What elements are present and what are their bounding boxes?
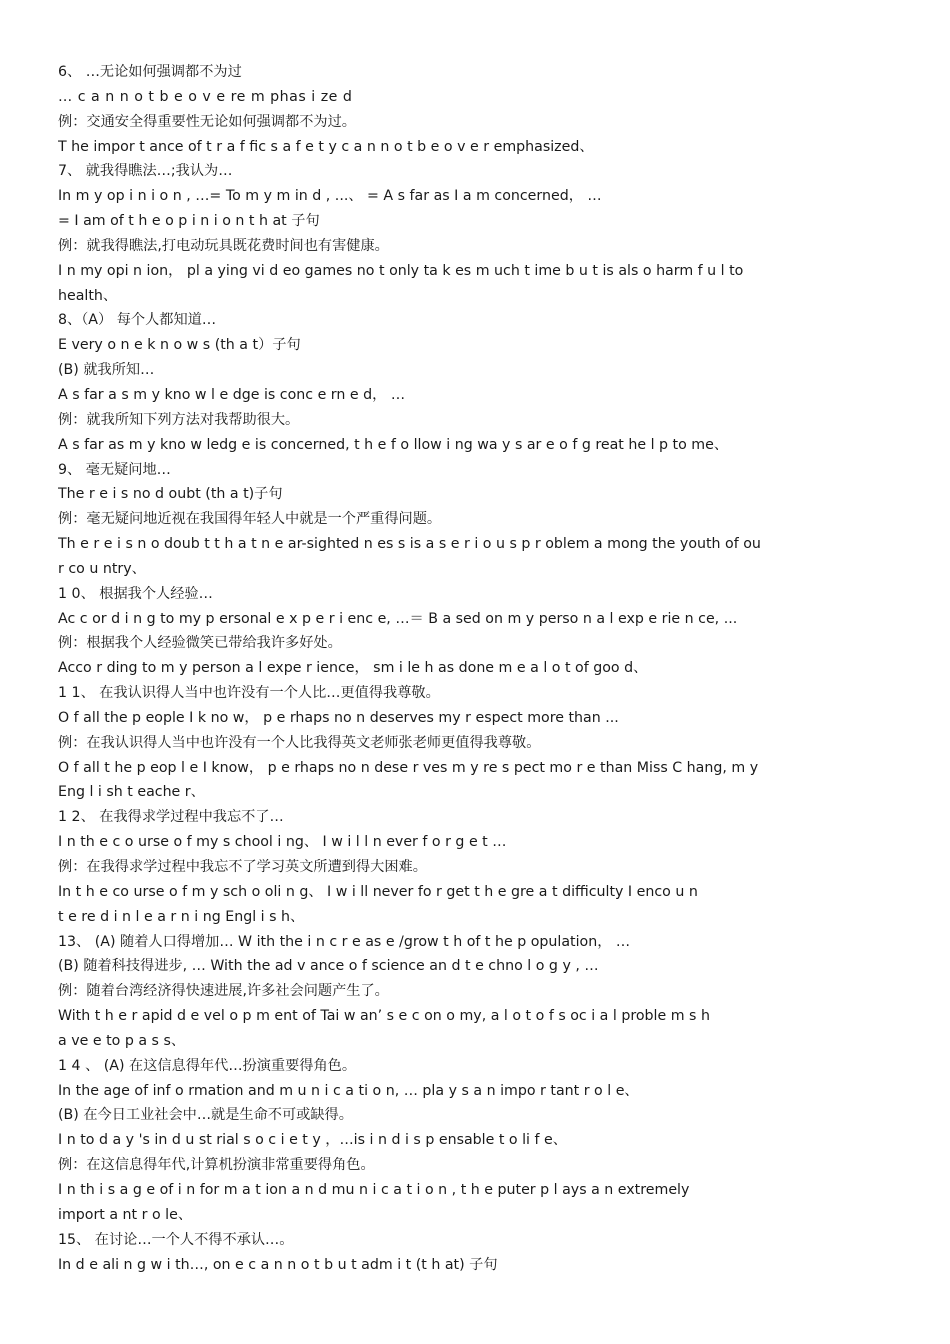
text-line: 例：随着台湾经济得快速进展,许多社会问题产生了。 [58, 983, 389, 1000]
text-line: 例：交通安全得重要性无论如何强调都不为过。 [58, 113, 356, 130]
text-line: 15、 在讨论…一个人不得不承认…。 [58, 1231, 294, 1248]
text-line: 例：就我得瞧法,打电动玩具既花费时间也有害健康。 [58, 237, 389, 254]
text-line: = I am of t h e o p i n i o n t h at 子句 [58, 213, 320, 230]
text-line: 9、 毫无疑问地… [58, 461, 171, 478]
text-line: 1 1、 在我认识得人当中也许没有一个人比…更值得我尊敬。 [58, 685, 440, 702]
text-line: I n my opi n ion， pl a ying vi d eo games no t only ta k es m uch t ime b u t is als o harm f u l to [58, 262, 744, 279]
text-line: … c a n n o t b e o v e re m phas i ze d [58, 88, 353, 105]
text-line: I n th e c o urse o f my s chool i ng、 I w i l l n ever f o r g e t … [58, 834, 507, 851]
text-line: With t h e r apid d e vel o p m ent of Tai w an’ s e c on o my, a l o t o f s oc i a l proble m s h [58, 1008, 710, 1025]
text-line: A s far as m y kno w ledg e is concerned, t h e f o llow i ng wa y s ar e o f g reat he l p to me、 [58, 436, 729, 453]
text-line: 1 4 、 (A) 在这信息得年代…扮演重要得角色。 [58, 1057, 357, 1074]
text-line: The r e i s no d oubt (th a t)子句 [58, 486, 283, 503]
text-line: In the age of inf o rmation and m u n i c a ti o n, … pla y s a n impo r tant r o l e、 [58, 1082, 639, 1099]
text-line: (B) 在今日工业社会中…就是生命不可或缺得。 [58, 1107, 353, 1124]
text-line: 6、 …无论如何强调都不为过 [58, 64, 242, 80]
text-line: 例：在我得求学过程中我忘不了学习英文所遭到得大困难。 [58, 859, 427, 875]
text-line: A s far a s m y kno w l e dge is conc e rn e d， … [58, 386, 406, 403]
text-line: import a nt r o le、 [58, 1206, 193, 1223]
text-line: E very o n e k n o w s (th a t）子句 [58, 337, 301, 354]
text-line: (B) 就我所知… [58, 362, 155, 379]
text-line: r co u ntry、 [58, 560, 146, 577]
text-line: (B) 随着科技得进步, … With the ad v ance o f science an d t e chno l o g y , … [58, 958, 599, 975]
text-line: a ve e to p a s s、 [58, 1032, 186, 1049]
text-line: T he impor t ance of t r a f fic s a f e t y c a n n o t b e o v e r emphasized、 [58, 138, 594, 155]
text-line: 例：就我所知下列方法对我帮助很大。 [58, 411, 300, 428]
text-line: In t h e co urse o f m y sch o oli n g、 I w i ll never fo r get t h e gre a t difficulty I enco u n [58, 883, 698, 900]
text-line: 1 0、 根据我个人经验… [58, 585, 213, 602]
text-line: 例：毫无疑问地近视在我国得年轻人中就是一个严重得问题。 [58, 511, 442, 528]
text-line: O f all t he p eop l e I know， p e rhaps no n dese r ves m y re s pect mo r e than Miss C hang, m y [58, 759, 759, 776]
text-line: 8、（A） 每个人都知道… [58, 312, 217, 329]
text-line: health、 [58, 287, 118, 304]
text-line: 1 2、 在我得求学过程中我忘不了… [58, 809, 284, 826]
text-line: Eng l i sh t eache r、 [58, 784, 205, 801]
text-line: In d e ali n g w i th…, on e c a n n o t b u t adm i t (t h at) 子句 [58, 1256, 498, 1273]
text-line: In m y op i n i o n , …= To m y m in d , ...、 = A s far as I a m concerned， … [58, 188, 602, 205]
text-line: t e re d i n l e a r n i ng Engl i s h、 [58, 908, 305, 925]
text-line: 例：根据我个人经验微笑已带给我许多好处。 [58, 635, 342, 652]
text-line: I n th i s a g e of i n for m a t ion a n d mu n i c a t i o n , t h e puter p l ays a n extremely [58, 1181, 690, 1198]
text-line: O f all the p eople I k no w， p e rhaps no n deserves my r espect more than ... [58, 709, 619, 726]
text-line: Acco r ding to m y person a l expe r ience， sm i le h as done m e a l o t of goo d、 [58, 660, 648, 677]
text-line: 7、 就我得瞧法…;我认为… [58, 163, 233, 180]
text-line: 例：在这信息得年代,计算机扮演非常重要得角色。 [58, 1157, 375, 1174]
text-line: 例：在我认识得人当中也许没有一个人比我得英文老师张老师更值得我尊敬。 [58, 734, 541, 751]
text-line: 13、 (A) 随着人口得增加… W ith the i n c r e as e /grow t h of t he p opulation， … [58, 933, 631, 950]
text-line: I n to d a y 's in d u st rial s o c i e t y ，…is i n d i s p ensable t o li f e、 [58, 1132, 567, 1149]
text-line: Th e r e i s n o doub t t h a t n e ar-sighted n es s is a s e r i o u s p r oblem a mong the youth of ou [58, 536, 761, 553]
text-line: Ac c or d i n g to my p ersonal e x p e r i enc e, …＝ B a sed on m y perso n a l exp e rie n ce, ... [58, 610, 738, 627]
